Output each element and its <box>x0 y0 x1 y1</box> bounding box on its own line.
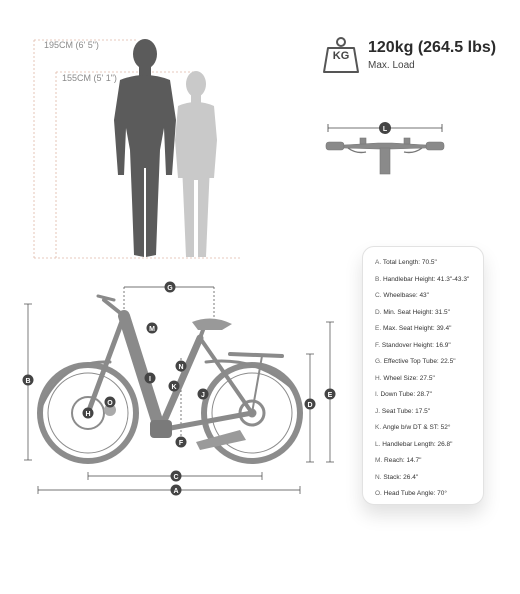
marker-f <box>176 437 187 448</box>
spec-item: I. Down Tube: 28.7" <box>375 391 432 398</box>
svg-text:A: A <box>173 488 179 495</box>
spec-item: H. Wheel Size: 27.5" <box>375 374 435 382</box>
spec-item: C. Wheelbase: 43" <box>375 292 429 299</box>
woman-silhouette <box>175 71 217 257</box>
max-load-label: Max. Load <box>368 60 415 71</box>
marker-i <box>145 373 156 384</box>
spec-item: K. Angle b/w DT & ST: 52° <box>375 424 451 431</box>
marker-h <box>83 408 94 419</box>
tall-height-label: 195CM (6' 5") <box>44 40 99 50</box>
svg-text:G: G <box>167 285 173 292</box>
spec-card <box>362 246 484 505</box>
svg-text:O: O <box>107 400 113 407</box>
max-load-value: 120kg (264.5 lbs) <box>368 39 497 56</box>
marker-c <box>171 471 182 482</box>
marker-n <box>176 361 187 372</box>
svg-text:M: M <box>149 326 155 333</box>
spec-item: N. Stack: 26.4" <box>375 473 419 481</box>
marker-j <box>198 389 209 400</box>
handlebar-diagram <box>320 118 450 178</box>
marker-b <box>23 375 34 386</box>
svg-text:N: N <box>178 364 184 371</box>
marker-k <box>169 381 180 392</box>
svg-text:F: F <box>178 440 184 447</box>
spec-item: O. Head Tube Angle: 70° <box>375 490 448 497</box>
svg-text:B: B <box>25 378 31 385</box>
svg-text:J: J <box>201 392 205 399</box>
short-height-label: 155CM (5' 1") <box>62 73 117 83</box>
spec-item: A. Total Length: 70.5" <box>375 259 437 266</box>
marker-e <box>325 389 336 400</box>
spec-item: F. Standover Height: 16.9" <box>375 341 451 349</box>
spec-item: D. Min. Seat Height: 31.5" <box>375 308 450 316</box>
marker-d <box>305 399 316 410</box>
svg-text:L: L <box>382 126 388 133</box>
marker-g <box>165 282 176 293</box>
spec-item: L. Handlebar Length: 26.8" <box>375 440 453 448</box>
spec-item: B. Handlebar Height: 41.3"-43.3" <box>375 275 470 283</box>
svg-text:H: H <box>85 411 91 418</box>
spec-list <box>363 247 483 503</box>
svg-text:K: K <box>171 384 177 391</box>
spec-item: E. Max. Seat Height: 39.4" <box>375 325 452 332</box>
svg-text:D: D <box>307 402 313 409</box>
spec-item: J. Seat Tube: 17.5" <box>375 407 431 415</box>
svg-text:C: C <box>173 474 179 481</box>
bike-geometry-diagram <box>0 270 360 510</box>
marker-m <box>147 323 158 334</box>
kg-label: KG <box>332 50 350 62</box>
man-silhouette <box>114 39 176 257</box>
spec-item: M. Reach: 14.7" <box>375 457 422 464</box>
svg-text:I: I <box>149 376 151 383</box>
height-comparison <box>0 0 240 270</box>
spec-item: G. Effective Top Tube: 22.5" <box>375 358 456 365</box>
marker-o <box>105 397 116 408</box>
svg-text:E: E <box>327 392 333 399</box>
marker-a <box>171 485 182 496</box>
